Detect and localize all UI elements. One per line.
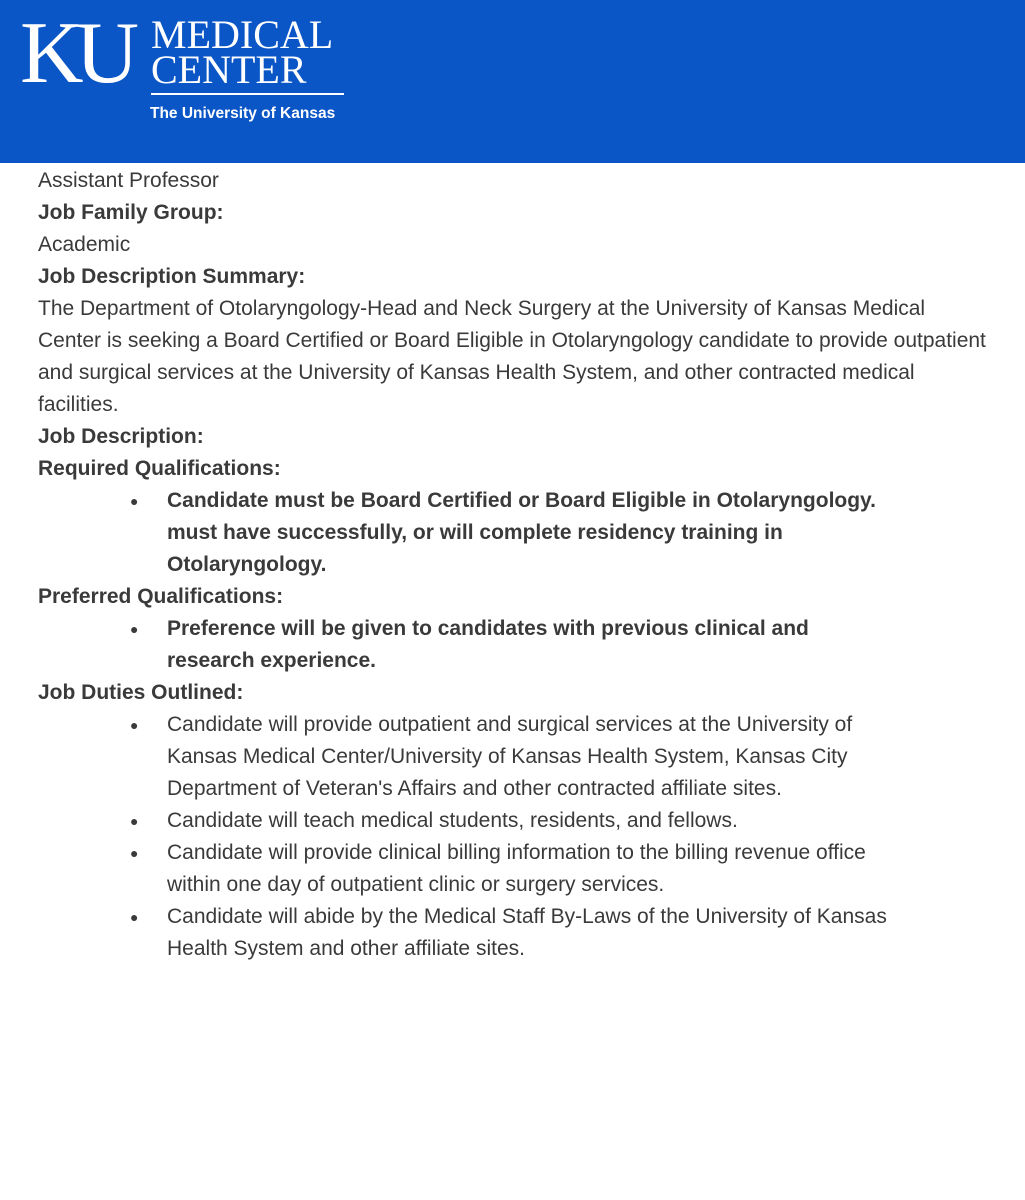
summary-text: The Department of Otolaryngology-Head and Neck Surgery at the University of Kansas Medical Center is seeking a Board Certified or Board Eligible in Otolaryngology candidate to provide outpatient and surgical services at the University of Kansas Health System, and other contracted medical facilities. (38, 297, 986, 416)
job-description-label: Job Description: (38, 425, 204, 448)
list-item (38, 837, 897, 901)
job-title: Assistant Professor (38, 169, 219, 192)
required-qualifications-list (38, 485, 998, 581)
summary-label: Job Description Summary: (38, 265, 306, 288)
list-item (38, 805, 897, 837)
job-duties-label: Job Duties Outlined: (38, 681, 244, 704)
bullet-icon: ● (130, 621, 139, 637)
logo-divider (151, 93, 344, 95)
required-qualifications-label: Required Qualifications: (38, 457, 281, 480)
required-item-text: Candidate must be Board Certified or Board Eligible in Otolaryngology. must have successfully, or will complete residency training in Otolaryngology. (167, 489, 877, 576)
logo-center-text: CENTER (151, 47, 307, 92)
header-banner (0, 0, 1025, 163)
preferred-item-text: Preference will be given to candidates with previous clinical and research experience. (167, 617, 809, 672)
bullet-icon: ● (130, 813, 139, 829)
duty-item-text: Candidate will abide by the Medical Staff By-Laws of the University of Kansas Health System and other affiliate sites. (167, 905, 887, 960)
duty-item-text: Candidate will provide clinical billing information to the billing revenue office within one day of outpatient clinic or surgery services. (167, 841, 866, 896)
job-family-value: Academic (38, 233, 131, 256)
preferred-qualifications-list (38, 613, 998, 677)
logo-medical-text: MEDICAL (151, 12, 334, 57)
job-posting-body (38, 165, 998, 965)
bullet-icon: ● (130, 493, 139, 509)
logo-subtitle: The University of Kansas (150, 105, 336, 122)
logo-ku-mark: KU (20, 5, 132, 102)
bullet-icon: ● (130, 845, 139, 861)
bullet-icon: ● (130, 909, 139, 925)
preferred-qualifications-label: Preferred Qualifications: (38, 585, 284, 608)
bullet-icon: ● (130, 717, 139, 733)
list-item (38, 709, 897, 805)
list-item (38, 901, 897, 965)
duty-item-text: Candidate will provide outpatient and surgical services at the University of Kansas Medical Center/University of Kansas Health System, Kansas City Department of Veteran's Affairs and other contracted affiliate sites. (167, 713, 853, 800)
ku-medical-center-logo[interactable] (20, 5, 360, 130)
list-item (38, 485, 927, 581)
job-duties-list (38, 709, 998, 965)
list-item (38, 613, 867, 677)
duty-item-text: Candidate will teach medical students, residents, and fellows. (167, 809, 738, 832)
job-family-label: Job Family Group: (38, 201, 224, 224)
